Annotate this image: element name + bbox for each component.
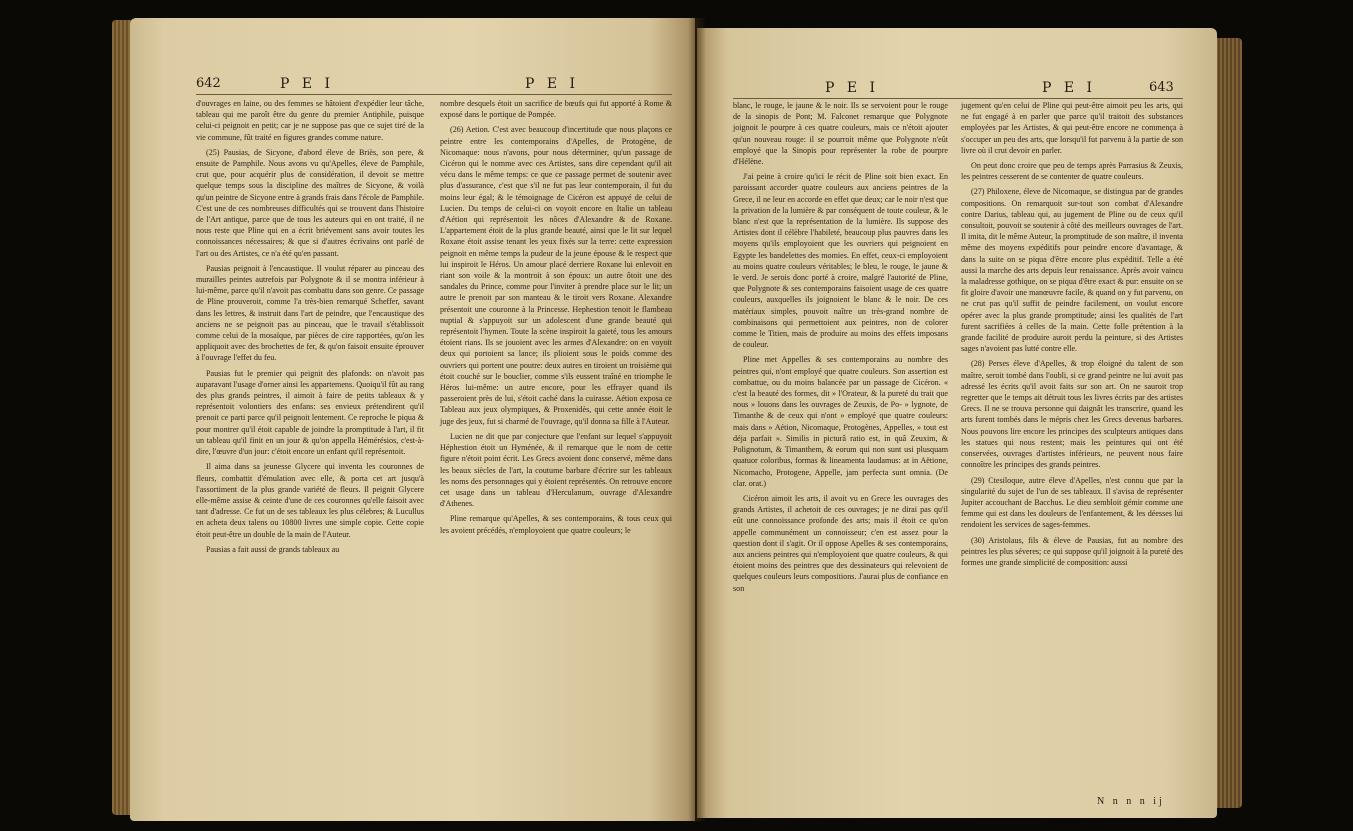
running-head-left-col1: P E I bbox=[280, 76, 335, 92]
header-rule-right bbox=[733, 98, 1183, 99]
paragraph: On peut donc croire que peu de temps après Parrasius & Zeuxis, les peintres cesserent de se contenter de quatre couleurs. bbox=[961, 161, 1183, 182]
page-number-left: 642 bbox=[196, 76, 221, 91]
paragraph: (28) Perses éleve d'Apelles, & trop éloigné du talent de son maître, seroit tombé dans l'oubli, si ce grand peintre ne lui avoit pas adressé les écrits qu'il avoit faits sur son art. On ne sauroit trop regretter que le temps ait détruit tous les livres écrits par des artistes Grecs. Il ne se trouva personne qui daignât les transcrire, quand les arts furent tombés dans le mépris chez les Grecs devenus barbares. Nous pouvons lire encore les principes des sculpteurs antiques dans les statues qui nous restent; mais les peintures qui ont été conservées, ouvrages d'artistes inférieurs, ne peuvent nous faire connoître les principes des grands peintres. bbox=[961, 359, 1183, 470]
paragraph: J'ai peine à croire qu'ici le récit de Pline soit bien exact. En paroissant accorder quatre couleurs aux anciens peintres de la Grece, il ne leur en accorde en effet que deux; car le noir n'est que la privation de la lumière & par conséquent de toute couleur, & le blanc n'est que la représentation de la lumière. Ils suppose des Artistes dont il célèbre l'habileté, beaucoup plus pauvres dans les moyens qu'ils employoient que les ouvriers qui peignoient en Egypte les bandelettes des momies. En effet, ceux-ci employoient au moins quatre couleurs véritables; le bleu, le rouge, le jaune & le verd. Je serois donc porté à croire, malgré l'autorité de Pline, que Polygnote & ses contemporains faisoient usage de ces quatre couleurs, auxquelles ils joignoient le blanc & le noir. De ces matériaux simples, pouvoit naître un très-grand nombre de combinaisons qui permettoient aux peintres, non de colorer comme le Titien, mais de produire au moins des effets imposans de couleur. bbox=[733, 172, 948, 350]
right-page-column-2 bbox=[961, 100, 1183, 790]
right-page bbox=[697, 28, 1217, 818]
running-head-right-col1: P E I bbox=[825, 80, 880, 96]
header-rule-left bbox=[196, 94, 672, 95]
book-gutter bbox=[688, 18, 706, 821]
paragraph: Pausias peignoit à l'encaustique. Il voulut réparer au pinceau des murailles peintes autrefois par Polygnote & il se montra inférieur à lui-même, parce qu'il n'avoit pas combattu dans son genre. Ce passage de Pline prouveroit, comme l'a très-bien remarqué Scheffer, savant dans les lettres, & instruit dans l'art de peindre, que l'encaustique des anciens ne se peignoit pas au pinceau, que le travail s'établissoit comme celui de la mosaïque, par pièces de cire rapportées, qu'on les appliquoit avec des brochettes de fer, & qu'on faisoit ensuite éprouver à l'ouvrage l'effet du feu. bbox=[196, 263, 424, 363]
paragraph: Pausias a fait aussi de grands tableaux au bbox=[206, 544, 340, 554]
page-number-right: 643 bbox=[1149, 80, 1174, 95]
running-head-left-col2: P E I bbox=[525, 76, 580, 92]
paragraph: Pline met Appelles & ses contemporains au nombre des peintres qui, n'ont employé que quatre couleurs. Son assertion est combattue, ou du moins balancée par un passage de Cicéron. « c'est la beauté des formes, dit » l'Orateur, & la pureté du trait que nous » louons dans les ouvrages de Zeuxis, de Po- » lygnote, de Timanthe & de ceux qui n'ont » employé que quatre couleurs: mais dans » Aétion, Nicomaque, Protogènes, Appelles, » tout est déja parfait ». Similis in picturâ ratio est, in quâ Zeuxim, & Polignotum, & Timanthem, & eorum qui non sunt usi plusquam quatuor coloribus, formas & lineamenta laudamus: at in Aëtione, Nicomacho, Protogene, Appelle, jam perfecta sunt omnia. (De clar. orat.) bbox=[733, 355, 948, 488]
paragraph: nombre desquels étoit un sacrifice de bœufs qui fut apporté à Rome & exposé dans le portique de Pompée. bbox=[440, 99, 672, 120]
running-head-right-col2: P E I bbox=[1042, 80, 1097, 96]
left-page-column-1 bbox=[196, 98, 424, 813]
paragraph: d'ouvrages en laine, ou des femmes se hâtoient d'expédier leur tâche, tableau qui me paroît être du genre du premier Antiphile, puisque celui-ci peignoit en petit; car je ne suppose pas que ce sujet tiré de la vie commune, fût traité en figures grandes comme nature. bbox=[196, 99, 424, 142]
paragraph: (30) Aristolaus, fils & éleve de Pausias, fut au nombre des peintres les plus séveres; ce qui suppose qu'il joignoit à la pureté des formes une grande simplicité de composition: aussi bbox=[961, 535, 1183, 567]
paragraph: jugement qu'en celui de Pline qui peut-être aimoit peu les arts, qui ne fut engagé à en parler que parce qu'il traitoit des substances employées par les Artistes, & qui peut-être encore ne commença à s'occuper un peu des arts, que lorsqu'il fut parvenu à la partie de son livre où il crut devoir en parler. bbox=[961, 101, 1183, 155]
paragraph: blanc, le rouge, le jaune & le noir. Ils se servoient pour le rouge de la sinopis de Pont; M. Falconet remarque que Polygnote joignoit le pourpre à ces quatre couleurs, mais ce n'étoit ajouter qu'un nouveau rouge: il se pourroit même que Polygnote n'eût employé que la Sinopis pour représenter la robe de pourpre d'Hélène. bbox=[733, 101, 948, 167]
paragraph: Lucien ne dit que par conjecture que l'enfant sur lequel s'appuyoit Héphestion étoit un Hyménée, & il remarque que le nom de cette figure n'étoit point écrit. Les Grecs avoient donc conservé, même dans les beaux siècles de l'art, la coutume barbare d'écrire sur les tableaux les noms des personnages qui y étoient représentés. On retrouve encore cet usage dans un tableau d'Herculanum, ouvrage d'Alexandre d'Athenes. bbox=[440, 431, 672, 509]
paragraph: Pline remarque qu'Apelles, & ses contemporains, & tous ceux qui les avoient précédés, n'employoient que quatre couleurs; le bbox=[440, 514, 672, 535]
left-page bbox=[130, 18, 695, 821]
paragraph: (29) Ctesiloque, autre éleve d'Apelles, n'est connu que par la singularité du sujet de l'un de ses tableaux. Il s'avisa de représenter Jupiter accouchant de Bacchus. Le dieu sembloit gémir comme une femme qui est dans les douleurs de l'enfantement, & les déesses lui rendoient les services de sages-femmes. bbox=[961, 475, 1183, 530]
paragraph: Pausias fut le premier qui peignit des plafonds: on n'avoit pas auparavant l'usage d'orner ainsi les appartemens. Quoiqu'il fût au rang des plus grands peintres, il aimoit à faire de petits tableaux & y représentoit volontiers des enfans: ses envieux prétendirent qu'il prenoit ce parti parce qu'il peignoit lentement. Ce reproche le piqua & pour montrer qu'il étoit capable de joindre la promptitude à l'art, il fit un tableau qu'il finit en un jour & qu'on appella Hémérésios, c'est-à-dire, l'œuvre d'un jour: c'étoit encore un enfant qu'il représentoit. bbox=[196, 368, 424, 457]
paragraph: (27) Philoxene, éleve de Nicomaque, se distingua par de grandes compositions. On remarquoit sur-tout son combat d'Alexandre contre Darius, tableau qui, au jugement de Pline ou de ceux qu'il consultoit, pouvoit se soutenir à côté des meilleurs ouvrages de l'art. Il imita, dit le même Auteur, la promptitude de son maître, il inventa même des moyens expéditifs pour peindre encore d'avantage, & dans la suite on se piqua d'être encore plus expéditif. Telle a été aussi la marche des arts depuis leur renaissance. Après avoir vaincu la maladresse gothique, on se piqua d'être exact & pur: ensuite on se fit gloire d'avoir une manœuvre facile, & quand on y fut parvenu, on ne crut pas qu'il suffit de peindre facilement, on voulut encore opérer avec la plus grande promptitude; ainsi les qualités de l'art furent sacrifiées à celles de la main. Cette folle prétention à la grande facilité de produire auroit perdu la peinture, si des Artistes sages n'avoient pas lutté contre elle. bbox=[961, 187, 1183, 354]
right-page-column-1 bbox=[733, 100, 948, 800]
paragraph: (26) Aetion. C'est avec beaucoup d'incertitude que nous plaçons ce peintre entre les contemporains d'Apelles, de Protogène, de Nicomaque: nous n'avons, pour nous déterminer, qu'un passage de Cicéron qui le nomme avec ces Artistes, sans dire cependant qu'il ait vécu dans le même temps: ce que ce passage permet de soutenir avec plus d'assurance, c'est que s'il ne fut pas leur contemporain, il fut du moins leur égal; & le témoignage de Cicéron est appuyé de celui de Lucien. Du temps de celui-ci on voyoit encore en Italie un tableau d'Aétion qui représentoit les nôces d'Alexandre & de Roxane. L'appartement étoit de la plus grande beauté, ainsi que le lit sur lequel Roxane étoit assise tenant les yeux fixés sur la terre: cette expression peignoit en même temps la pudeur de la jeune épouse & le respect que lui inspiroit le Héros. Un amour placé derriere Roxane lui enlevoit en riant son voile & la montroit à son époux: un autre ôtoit une des sandales du Prince, comme pour l'inviter à prendre place sur le lit; un autre le prenoit par son manteau & le tiroit vers Roxane. Alexandre présentoit une couronne à la Princesse. Hephestion tenoit le flambeau nuptial & s'appuyoit sur un adolescent d'une grande beauté qui représentoit l'hymen. Toute la scène inspiroit la gaieté, tous les amours étoient rians. Ils se jouoient avec les armes d'Alexandre: on en voyoit deux qui portoient sa lance; ils plioient sous le poids comme des ouvriers qui portent une poutre: deux autres en tiroient un troisième qui étoit couché sur le bouclier, comme s'ils eussent traîné en triomphe le Héros lui-même: un autre encore, pour les effrayer quand ils passeroient près de lui, s'étoit caché dans la cuirasse. Aétion exposa ce Tableau aux jeux olympiques, & Proxenidès, qui cette année étoit le juge des jeux, fut si charmé de l'ouvrage, qu'il donna sa fille à l'Auteur. bbox=[440, 125, 672, 426]
paragraph: Il aima dans sa jeunesse Glycere qui inventa les couronnes de fleurs, combattit d'émulation avec elle, & porta cet art jusqu'à l'assortiment de la plus grande variété de fleurs. Il peignit Glycere elle-même assise & ceinte d'une de ces couronnes qu'elle faisoit avec tant d'adresse. Ce fut un de ses tableaux les plus célebres; & Lucullus en acheta deux talens ou 10800 livres une simple copie. Cette copie étoit peut-être un double de la main de l'Auteur. bbox=[196, 462, 424, 539]
paragraph: Cicéron aimoit les arts, il avoit vu en Grece les ouvrages des grands Artistes, il achetoit de ces ouvrages; je ne dirai pas qu'il eût une connoissance profonde des arts; mais il étoit ce qu'on appelle communément un connoisseur; c'en est assez pour la question dont il s'agit. Or il oppose Apelles & ses contemporains, aux anciens peintres qui n'employoient que quatre couleurs, & qui étoient moins des peintres que des dessinateurs qui relevoient de quelques couleurs leurs compositions. J'aurai plus de confiance en son bbox=[733, 493, 948, 593]
paragraph: (25) Pausias, de Sicyone, d'abord éleve de Briès, son pere, & ensuite de Pamphile. Nous avons vu qu'Apelles, éleve de Pamphile, crut que, pour acquérir plus de considération, il devoit se mettre quelque temps sous la discipline des maîtres de Sicyone, & voilà qu'un peintre de Sicyone entre à grands frais dans l'école de Pamphile. C'est une de ces nombreuses difficultés qui se trouvent dans l'histoire de l'Art antique, parce que de tous les auteurs qui en ont traité, il ne nous reste que Pline qui en a écrit briévement sans avoir toutes les connoissances nécessaires; & que si d'autres écrivains ont parlé de l'art ou des Artistes, ce n'a été qu'en passant. bbox=[196, 147, 424, 258]
signature-mark: N n n n ij bbox=[1097, 796, 1165, 807]
left-page-column-2 bbox=[440, 98, 672, 813]
